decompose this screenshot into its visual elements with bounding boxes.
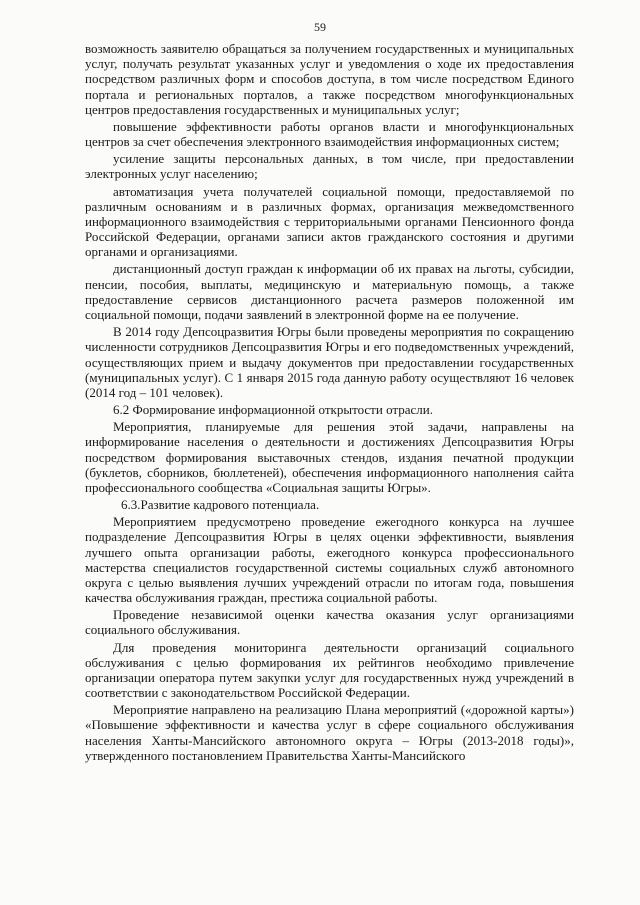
- page-number: 59: [314, 20, 326, 34]
- document-body: [85, 41, 574, 765]
- paragraph-8: Мероприятия, планируемые для решения этой задачи, направлены на информирование населения о деятельности и достижениях Депсоцразвития Югры посредством формирования выставочных стендов, издания печатной продукции (буклетов, сборников, бюллетеней), обеспечения информационного наполнения сайта профессионального сообщества «Социальная защиты Югры».: [85, 419, 574, 495]
- paragraph-1: возможность заявителю обращаться за получением государственных и муниципальных услуг, получать результат указанных услуг и уведомления о ходе их предоставления посредством различных форм и способов доступа, в том числе посредством Единого портала и региональных порталов, а также посредством многофункциональных центров предоставления государственных и муниципальных услуг;: [85, 41, 574, 117]
- paragraph-2: повышение эффективности работы органов власти и многофункциональных центров за счет обеспечения электронного взаимодействия информационных систем;: [85, 118, 574, 150]
- paragraph-11: Проведение независимой оценки качества оказания услуг организациями социального обслуживания.: [85, 607, 574, 638]
- paragraph-5: дистанционный доступ граждан к информации об их правах на льготы, субсидии, пенсии, пособия, выплаты, медицинскую и материальную помощь, а также предоставление сервисов дистанционного расчета размеров положенной им социальной помощи, подачи заявлений в электронной форме на ее получение.: [85, 261, 574, 323]
- section-heading-6-2: 6.2 Формирование информационной открытости отрасли.: [113, 402, 433, 418]
- section-heading-6-3: 6.3.Развитие кадрового потенциала.: [121, 497, 320, 513]
- paragraph-3: усиление защиты персональных данных, в том числе, при предоставлении электронных услуг населению;: [85, 151, 574, 182]
- paragraph-13: Мероприятие направлено на реализацию Плана мероприятий («дорожной карты») «Повышение эффективности и качества услуг в сфере социального обслуживания населения Ханты-Мансийского автономного округа – Югры (2013-2018 годы)», утвержденного постановлением Правительства Ханты-Мансийского: [85, 702, 574, 763]
- paragraph-10: Мероприятием предусмотрено проведение ежегодного конкурса на лучшее подразделение Депсоцразвития Югры в целях оценки эффективности, выявления лучшего опыта организации работы, ежегодного конкурса профессионального мастерства специалистов государственной системы социальных служб автономного округа с целью выявления лучших учреждений отрасли по итогам года, повышения качества обслуживания граждан, престижа социальной работы.: [85, 514, 574, 606]
- paragraph-12: Для проведения мониторинга деятельности организаций социального обслуживания с целью формирования их рейтингов необходимо привлечение организации оператора путем закупки услуг для государственных нужд учреждений в соответствии с законодательством Российской Федерации.: [85, 639, 574, 701]
- paragraph-4: автоматизация учета получателей социальной помощи, предоставляемой по различным основаниям и в различных формах, организация межведомственного информационного взаимодействия с территориальными органами Пенсионного фонда Российской Федерации, органами записи актов гражданского состояния и другими органами и организациями.: [85, 183, 574, 260]
- paragraph-6: В 2014 году Депсоцразвития Югры были проведены мероприятия по сокращению численности сотрудников Депсоцразвития Югры и его подведомственных учреждений, осуществляющих прием и выдачу документов при предоставлении государственных (муниципальных услуг). С 1 января 2015 года данную работу осуществляют 16 человек (2014 год – 101 человек).: [85, 324, 574, 400]
